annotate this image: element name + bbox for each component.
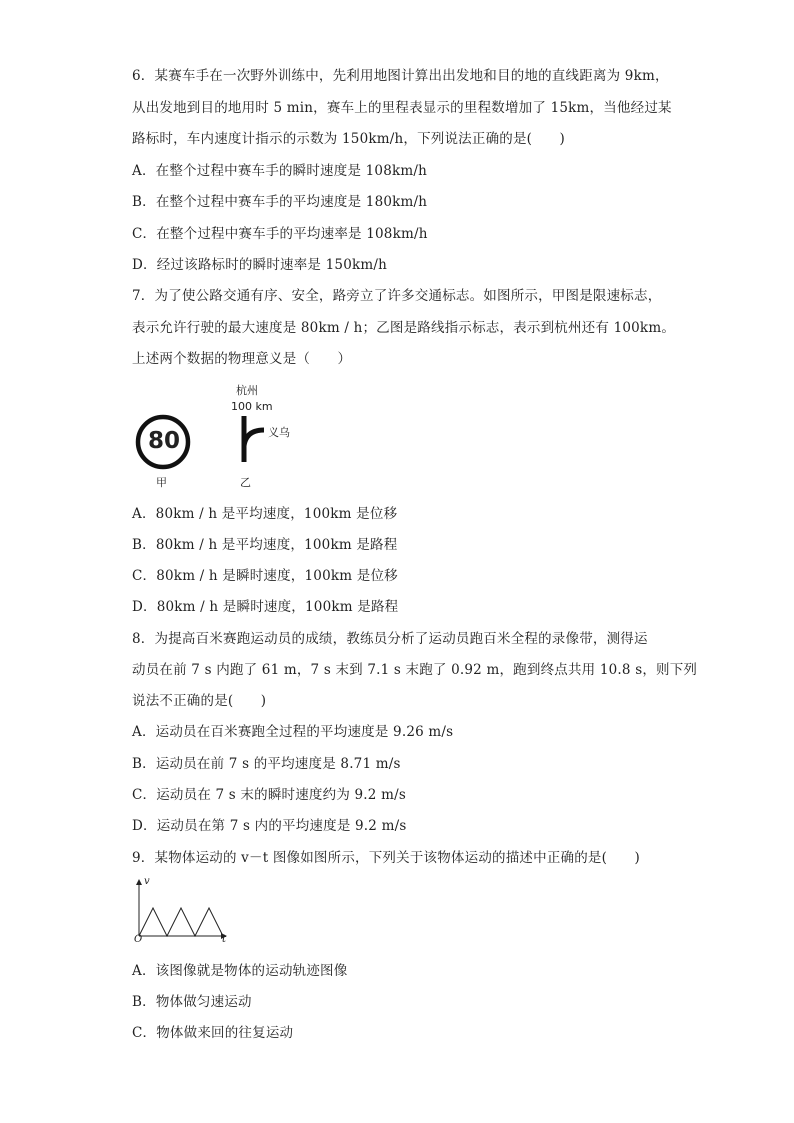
vt-graph-y-label: v [144,876,150,887]
q8-option-c: C．运动员在 7 s 末的瞬时速度约为 9.2 m/s [132,787,406,803]
q7-stem-line-2: 表示允许行驶的最大速度是 80km / h；乙图是路线指示标志，表示到杭州还有 100km。 [132,320,676,336]
route-city-right: 义乌 [268,426,290,439]
q8-stem-line-3: 说法不正确的是( ) [132,693,267,709]
q9-option-a: A．该图像就是物体的运动轨迹图像 [132,963,348,979]
q6-stem-line-3: 路标时，车内速度计指示的示数为 150km/h，下列说法正确的是( ) [132,131,566,147]
q7-stem-line-3: 上述两个数据的物理意义是（ ） [132,351,352,367]
q8-option-a: A．运动员在百米赛跑全过程的平均速度是 9.26 m/s [132,724,454,740]
q6-option-c: C．在整个过程中赛车手的平均速率是 108km/h [132,226,428,242]
q8-stem-line-1: 8．为提高百米赛跑运动员的成绩，教练员分析了运动员跑百米全程的录像带，测得运 [132,631,648,647]
label-jia: 甲 [156,476,167,489]
q8-option-d: D．运动员在第 7 s 内的平均速度是 9.2 m/s [132,818,407,834]
q7-option-a: A．80km / h 是平均速度，100km 是位移 [132,506,398,522]
q7-option-d: D．80km / h 是瞬时速度，100km 是路程 [132,599,399,615]
q6-option-b: B．在整个过程中赛车手的平均速度是 180km/h [132,194,428,210]
vt-graph-origin-label: O [134,934,143,945]
q9-stem-line-1: 9．某物体运动的 v－t 图像如图所示，下列关于该物体运动的描述中正确的是( ) [132,850,640,866]
q7-stem-line-1: 7．为了使公路交通有序、安全，路旁立了许多交通标志。如图所示，甲图是限速标志， [132,288,662,304]
q6-option-a: A．在整个过程中赛车手的瞬时速度是 108km/h [132,163,428,179]
q6-option-d: D．经过该路标时的瞬时速率是 150km/h [132,257,388,273]
q8-stem-line-2: 动员在前 7 s 内跑了 61 m，7 s 末到 7.1 s 末跑了 0.92 m，跑到终点共用 10.8 s，则下列 [132,662,698,678]
q7-option-b: B．80km / h 是平均速度，100km 是路程 [132,537,398,553]
q6-stem-line-1: 6．某赛车手在一次野外训练中，先利用地图计算出出发地和目的地的直线距离为 9km， [132,68,669,84]
q9-option-b: B．物体做匀速运动 [132,994,252,1010]
route-distance: 100 km [231,400,273,413]
q8-option-b: B．运动员在前 7 s 的平均速度是 8.71 m/s [132,756,401,772]
q7-option-c: C．80km / h 是瞬时速度，100km 是位移 [132,568,398,584]
vt-graph-x-label: t [222,934,227,945]
label-yi: 乙 [240,476,251,489]
q6-stem-line-2: 从出发地到目的地用时 5 min，赛车上的里程表显示的里程数增加了 15km，当他经过某 [132,100,672,116]
route-city-top: 杭州 [236,384,258,397]
speed-limit-value: 80 [147,428,180,454]
q9-option-c: C．物体做来回的往复运动 [132,1025,294,1041]
